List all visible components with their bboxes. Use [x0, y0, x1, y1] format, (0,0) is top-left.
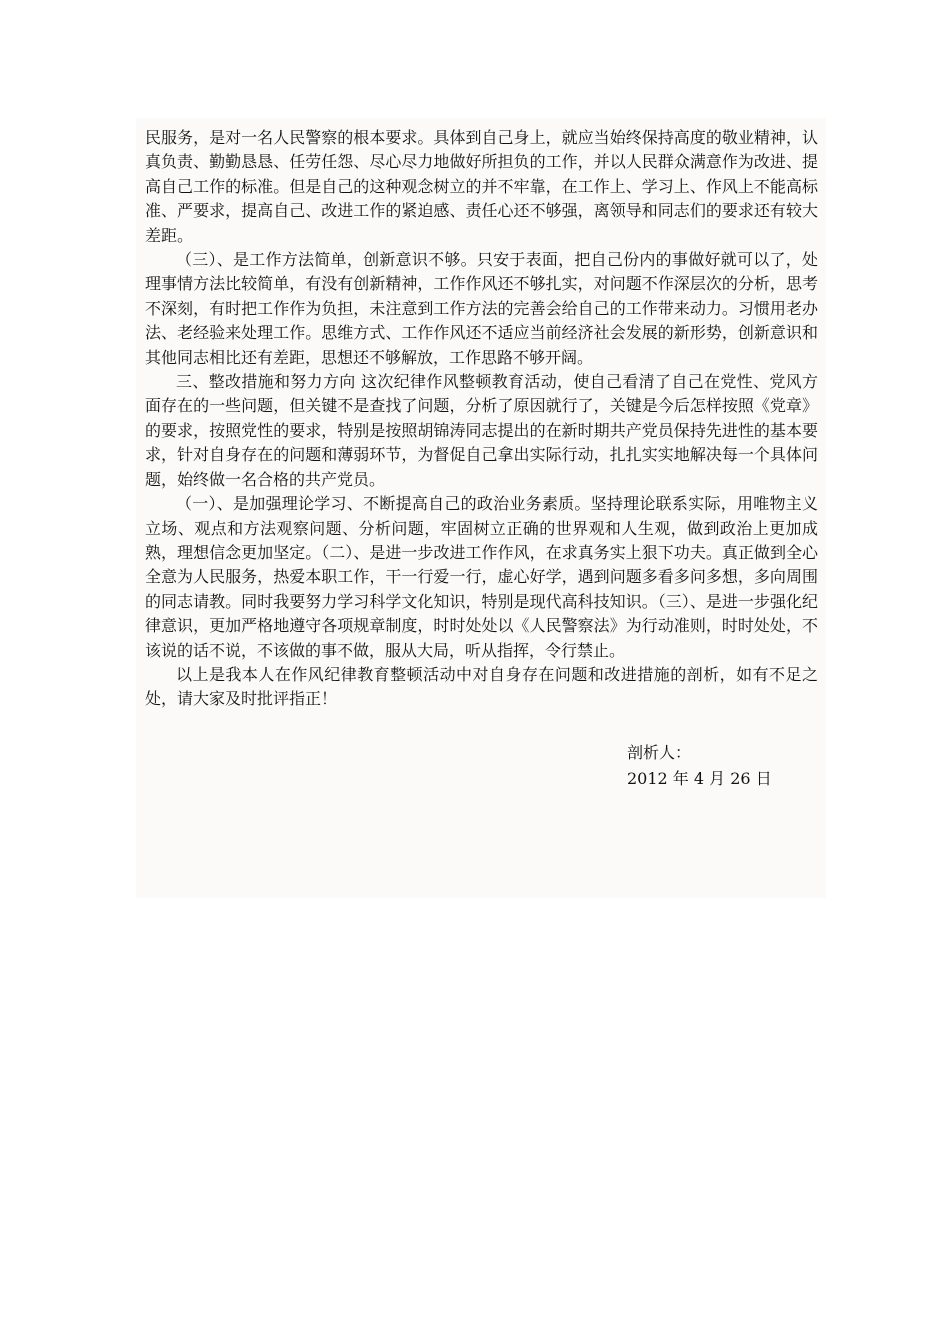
paragraph-improvement-items: （一）、是加强理论学习、不断提高自己的政治业务素质。坚持理论联系实际，用唯物主义立场、观点和方法观察问题、分析问题，牢固树立正确的世界观和人生观，做到政治上更加成熟，理想信念更加坚定。（二）、是进一步改进工作作风，在求真务实上狠下功夫。真正做到全心全意为人民服务，热爱本职工作，干一行爱一行，虚心好学，遇到问题多看多问多想，多向周围的同志请教。同时我要努力学习科学文化知识，特别是现代高科技知识。（三）、是进一步强化纪律意识，更加严格地遵守各项规章制度，时时处处以《人民警察法》为行动准则，时时处处，不该说的话不说，不该做的事不做，服从大局，听从指挥，令行禁止。	[145, 494, 818, 660]
signature-label: 剖析人：	[627, 742, 692, 762]
document-text-block	[136, 118, 826, 898]
paragraph-rectification-measures: 三、整改措施和努力方向 这次纪律作风整顿教育活动，使自己看清了自己在党性、党风方面存在的一些问题，但关键不是查找了问题，分析了原因就行了，关键是今后怎样按照《党章》的要求，按照党性的要求，特别是按照胡锦涛同志提出的在新时期共产党员保持先进性的基本要求，针对自身存在的问题和薄弱环节，为督促自己拿出实际行动，扎扎实实地解决每一个具体问题，始终做一名合格的共产党员。	[145, 372, 818, 489]
signature-block	[145, 740, 818, 792]
paragraph-police-duty: 民服务，是对一名人民警察的根本要求。具体到自己身上，就应当始终保持高度的敬业精神，认真负责、勤勤恳恳、任劳任怨、尽心尽力地做好所担负的工作，并以人民群众满意作为改进、提高自己工作的标准。但是自己的这种观念树立的并不牢靠，在工作上、学习上、作风上不能高标准、严要求，提高自己、改进工作的紧迫感、责任心还不够强，离领导和同志们的要求还有较大差距。	[145, 128, 818, 245]
paragraph-work-method: （三）、是工作方法简单，创新意识不够。只安于表面，把自己份内的事做好就可以了，处理事情方法比较简单，有没有创新精神，工作作风还不够扎实，对问题不作深层次的分析，思考不深刻，有时把工作作为负担，未注意到工作方法的完善会给自己的工作带来动力。习惯用老办法、老经验来处理工作。思维方式、工作作风还不适应当前经济社会发展的新形势，创新意识和其他同志相比还有差距，思想还不够解放，工作思路不够开阔。	[145, 250, 818, 367]
signature-date: 2012 年 4 月 26 日	[627, 768, 772, 788]
paragraph-conclusion: 以上是我本人在作风纪律教育整顿活动中对自身存在问题和改进措施的剖析，如有不足之处，请大家及时批评指正！	[145, 664, 818, 709]
